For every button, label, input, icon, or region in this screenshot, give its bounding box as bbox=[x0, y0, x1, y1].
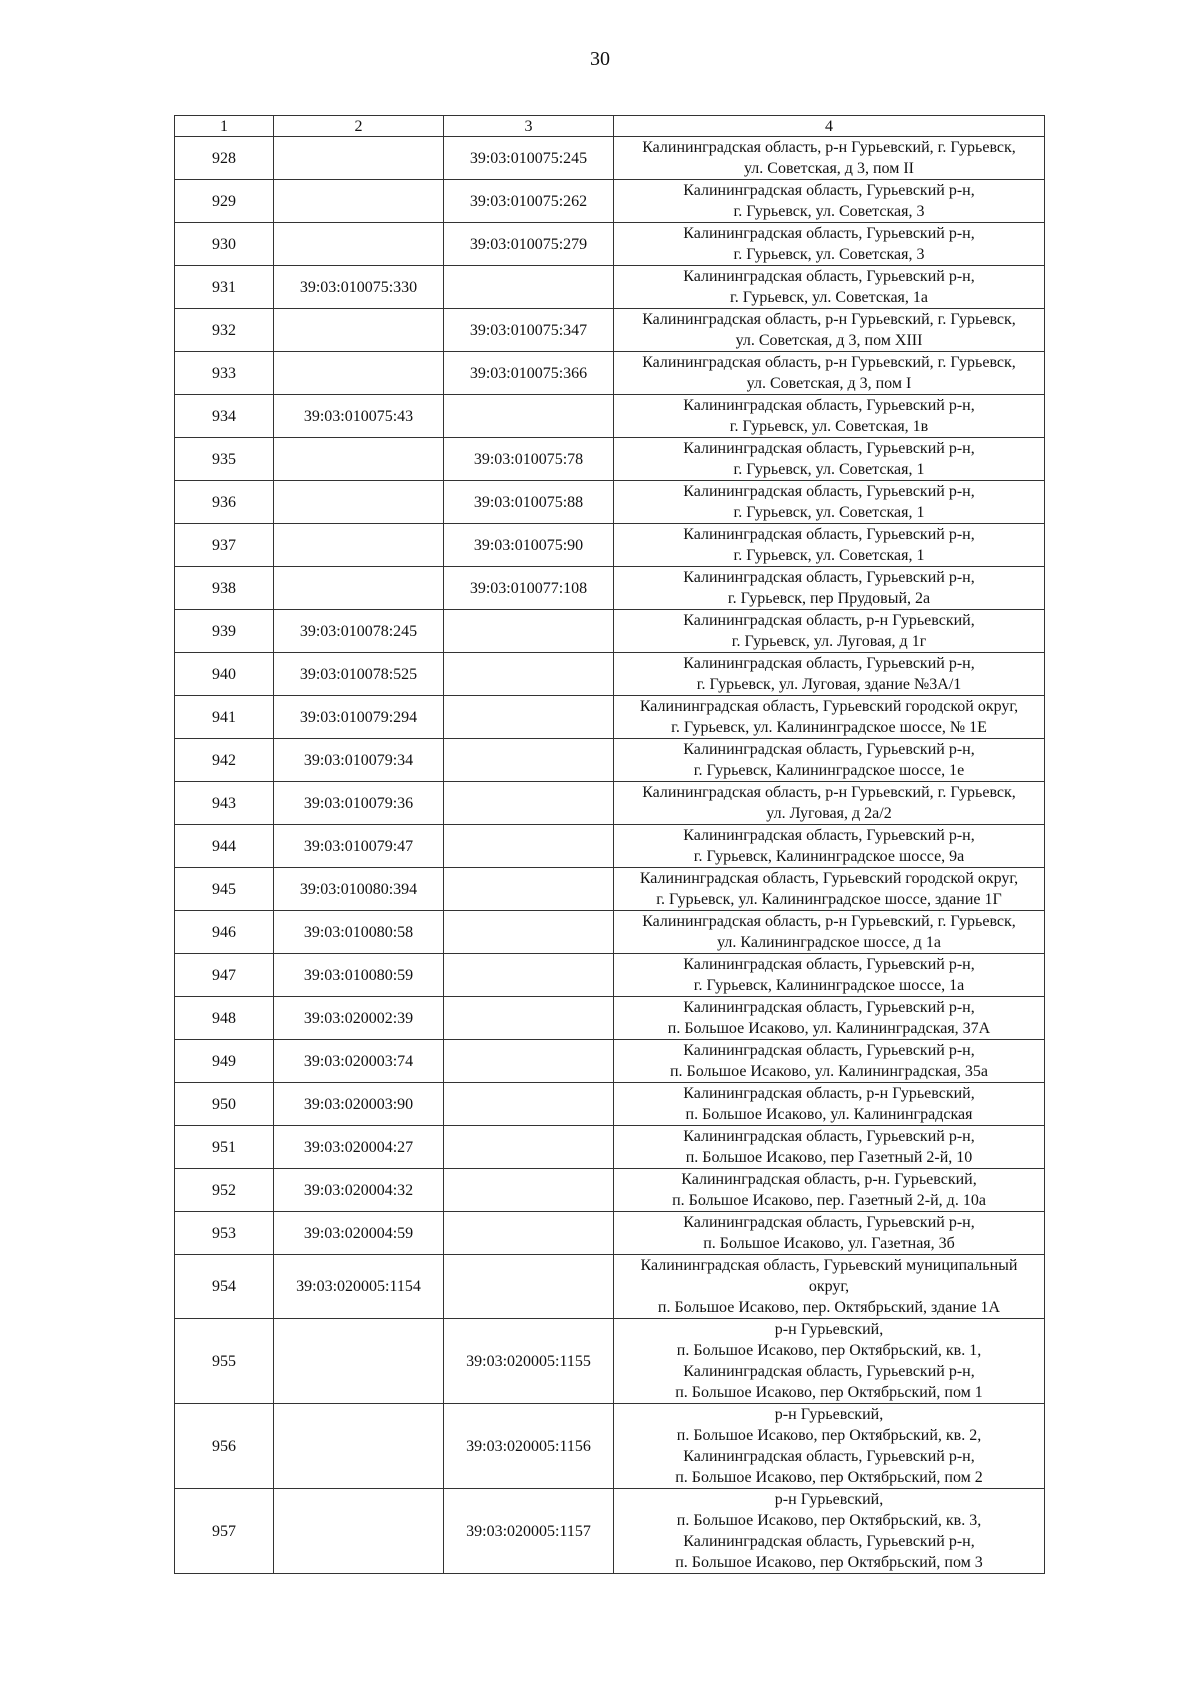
address-cell: Калининградская область, Гурьевский р-н, г. Гурьевск, ул. Советская, 3 bbox=[614, 223, 1045, 266]
cadastral-number-cell bbox=[274, 1319, 444, 1404]
cadastral-number-cell bbox=[444, 739, 614, 782]
cadastral-number-cell bbox=[444, 266, 614, 309]
registry-table bbox=[174, 115, 1045, 1574]
table-body bbox=[175, 116, 1045, 1574]
table-row bbox=[175, 266, 1045, 309]
address-cell: Калининградская область, Гурьевский р-н, г. Гурьевск, пер Прудовый, 2а bbox=[614, 567, 1045, 610]
table-row bbox=[175, 1169, 1045, 1212]
address-cell: Калининградская область, Гурьевский р-н, г. Гурьевск, ул. Советская, 1а bbox=[614, 266, 1045, 309]
row-number-cell: 934 bbox=[175, 395, 274, 438]
row-number-cell: 954 bbox=[175, 1255, 274, 1319]
table-row bbox=[175, 1083, 1045, 1126]
cadastral-number-cell: 39:03:010075:279 bbox=[444, 223, 614, 266]
row-number-cell: 956 bbox=[175, 1404, 274, 1489]
table-row bbox=[175, 180, 1045, 223]
cadastral-number-cell: 39:03:010080:394 bbox=[274, 868, 444, 911]
cadastral-number-cell bbox=[444, 782, 614, 825]
cadastral-number-cell bbox=[274, 481, 444, 524]
cadastral-number-cell bbox=[274, 352, 444, 395]
cadastral-number-cell: 39:03:010075:78 bbox=[444, 438, 614, 481]
table-row bbox=[175, 481, 1045, 524]
table-row bbox=[175, 438, 1045, 481]
cadastral-number-cell bbox=[444, 911, 614, 954]
table-row bbox=[175, 1126, 1045, 1169]
cadastral-number-cell: 39:03:010080:59 bbox=[274, 954, 444, 997]
address-cell: Калининградская область, Гурьевский городской округ, г. Гурьевск, ул. Калининградское шоссе, № 1Е bbox=[614, 696, 1045, 739]
cadastral-number-cell: 39:03:010075:366 bbox=[444, 352, 614, 395]
address-cell: Калининградская область, р-н Гурьевский, г. Гурьевск, ул. Луговая, д 1г bbox=[614, 610, 1045, 653]
address-cell: Калининградская область, р-н Гурьевский, г. Гурьевск, ул. Луговая, д 2а/2 bbox=[614, 782, 1045, 825]
cadastral-number-cell bbox=[274, 137, 444, 180]
address-cell: р-н Гурьевский, п. Большое Исаково, пер Октябрьский, кв. 2, Калининградская область, Гурьевский р-н, п. Большое Исаково, пер Октябрьский, пом 2 bbox=[614, 1404, 1045, 1489]
table-row bbox=[175, 137, 1045, 180]
row-number-cell: 944 bbox=[175, 825, 274, 868]
row-number-cell: 939 bbox=[175, 610, 274, 653]
table-row bbox=[175, 352, 1045, 395]
row-number-cell: 949 bbox=[175, 1040, 274, 1083]
row-number-cell: 928 bbox=[175, 137, 274, 180]
cadastral-number-cell: 39:03:010079:36 bbox=[274, 782, 444, 825]
cadastral-number-cell bbox=[444, 1126, 614, 1169]
address-cell: р-н Гурьевский, п. Большое Исаково, пер Октябрьский, кв. 1, Калининградская область, Гурьевский р-н, п. Большое Исаково, пер Октябрьский, пом 1 bbox=[614, 1319, 1045, 1404]
table-row bbox=[175, 524, 1045, 567]
address-cell: Калининградская область, Гурьевский р-н, г. Гурьевск, ул. Советская, 3 bbox=[614, 180, 1045, 223]
address-cell: Калининградская область, Гурьевский р-н, г. Гурьевск, ул. Луговая, здание №3А/1 bbox=[614, 653, 1045, 696]
row-number-cell: 946 bbox=[175, 911, 274, 954]
address-cell: Калининградская область, Гурьевский р-н, г. Гурьевск, ул. Советская, 1 bbox=[614, 481, 1045, 524]
address-cell: Калининградская область, Гурьевский р-н, г. Гурьевск, ул. Советская, 1 bbox=[614, 438, 1045, 481]
cadastral-number-cell: 39:03:010075:330 bbox=[274, 266, 444, 309]
table-row bbox=[175, 1404, 1045, 1489]
address-cell: Калининградская область, р-н Гурьевский, п. Большое Исаково, ул. Калининградская bbox=[614, 1083, 1045, 1126]
address-cell: Калининградская область, Гурьевский р-н, п. Большое Исаково, пер Газетный 2-й, 10 bbox=[614, 1126, 1045, 1169]
cadastral-number-cell bbox=[444, 696, 614, 739]
cadastral-number-cell: 39:03:020005:1155 bbox=[444, 1319, 614, 1404]
row-number-cell: 957 bbox=[175, 1489, 274, 1574]
cadastral-number-cell: 39:03:020003:90 bbox=[274, 1083, 444, 1126]
cadastral-number-cell bbox=[274, 1489, 444, 1574]
cadastral-number-cell: 39:03:010079:47 bbox=[274, 825, 444, 868]
address-cell: Калининградская область, Гурьевский р-н, г. Гурьевск, ул. Советская, 1 bbox=[614, 524, 1045, 567]
table-row bbox=[175, 1255, 1045, 1319]
table-row bbox=[175, 1319, 1045, 1404]
cadastral-number-cell: 39:03:020004:59 bbox=[274, 1212, 444, 1255]
cadastral-number-cell bbox=[444, 1212, 614, 1255]
cadastral-number-cell: 39:03:020005:1154 bbox=[274, 1255, 444, 1319]
row-number-cell: 937 bbox=[175, 524, 274, 567]
cadastral-number-cell: 39:03:010077:108 bbox=[444, 567, 614, 610]
cadastral-number-cell bbox=[444, 610, 614, 653]
address-cell: р-н Гурьевский, п. Большое Исаково, пер Октябрьский, кв. 3, Калининградская область, Гурьевский р-н, п. Большое Исаково, пер Октябрьский, пом 3 bbox=[614, 1489, 1045, 1574]
table-row bbox=[175, 1212, 1045, 1255]
table-row bbox=[175, 954, 1045, 997]
table-row bbox=[175, 223, 1045, 266]
row-number-cell: 943 bbox=[175, 782, 274, 825]
table-row bbox=[175, 395, 1045, 438]
cadastral-number-cell bbox=[274, 223, 444, 266]
cadastral-number-cell bbox=[274, 567, 444, 610]
address-cell: Калининградская область, р-н. Гурьевский, п. Большое Исаково, пер. Газетный 2-й, д. 10а bbox=[614, 1169, 1045, 1212]
cadastral-number-cell: 39:03:020003:74 bbox=[274, 1040, 444, 1083]
address-cell: Калининградская область, р-н Гурьевский, г. Гурьевск, ул. Советская, д 3, пом II bbox=[614, 137, 1045, 180]
table-row bbox=[175, 782, 1045, 825]
row-number-cell: 953 bbox=[175, 1212, 274, 1255]
cadastral-number-cell: 39:03:020005:1157 bbox=[444, 1489, 614, 1574]
cadastral-number-cell: 39:03:010075:245 bbox=[444, 137, 614, 180]
row-number-cell: 936 bbox=[175, 481, 274, 524]
cadastral-number-cell: 39:03:020005:1156 bbox=[444, 1404, 614, 1489]
table-row bbox=[175, 653, 1045, 696]
table-row bbox=[175, 696, 1045, 739]
cadastral-number-cell bbox=[274, 180, 444, 223]
row-number-cell: 948 bbox=[175, 997, 274, 1040]
column-header-2: 2 bbox=[274, 116, 444, 137]
cadastral-number-cell bbox=[274, 309, 444, 352]
address-cell: Калининградская область, Гурьевский р-н, г. Гурьевск, Калининградское шоссе, 9а bbox=[614, 825, 1045, 868]
address-cell: Калининградская область, Гурьевский р-н, г. Гурьевск, ул. Советская, 1в bbox=[614, 395, 1045, 438]
address-cell: Калининградская область, р-н Гурьевский, г. Гурьевск, ул. Калининградское шоссе, д 1а bbox=[614, 911, 1045, 954]
cadastral-number-cell bbox=[444, 997, 614, 1040]
row-number-cell: 940 bbox=[175, 653, 274, 696]
column-header-3: 3 bbox=[444, 116, 614, 137]
cadastral-number-cell: 39:03:010075:262 bbox=[444, 180, 614, 223]
cadastral-number-cell bbox=[444, 1083, 614, 1126]
cadastral-number-cell bbox=[444, 653, 614, 696]
row-number-cell: 942 bbox=[175, 739, 274, 782]
table-row bbox=[175, 1040, 1045, 1083]
column-header-1: 1 bbox=[175, 116, 274, 137]
cadastral-number-cell: 39:03:010079:34 bbox=[274, 739, 444, 782]
table-row bbox=[175, 1489, 1045, 1574]
row-number-cell: 930 bbox=[175, 223, 274, 266]
cadastral-number-cell: 39:03:010075:88 bbox=[444, 481, 614, 524]
table-row bbox=[175, 825, 1045, 868]
cadastral-number-cell: 39:03:020002:39 bbox=[274, 997, 444, 1040]
address-cell: Калининградская область, Гурьевский р-н, п. Большое Исаково, ул. Калининградская, 35а bbox=[614, 1040, 1045, 1083]
row-number-cell: 945 bbox=[175, 868, 274, 911]
cadastral-number-cell bbox=[444, 395, 614, 438]
cadastral-number-cell bbox=[444, 1040, 614, 1083]
table-header-row bbox=[175, 116, 1045, 137]
table-row bbox=[175, 610, 1045, 653]
address-cell: Калининградская область, Гурьевский р-н, г. Гурьевск, Калининградское шоссе, 1е bbox=[614, 739, 1045, 782]
address-cell: Калининградская область, р-н Гурьевский, г. Гурьевск, ул. Советская, д 3, пом XIII bbox=[614, 309, 1045, 352]
table-row bbox=[175, 868, 1045, 911]
address-cell: Калининградская область, Гурьевский р-н, г. Гурьевск, Калининградское шоссе, 1а bbox=[614, 954, 1045, 997]
row-number-cell: 933 bbox=[175, 352, 274, 395]
cadastral-number-cell: 39:03:020004:32 bbox=[274, 1169, 444, 1212]
row-number-cell: 947 bbox=[175, 954, 274, 997]
row-number-cell: 932 bbox=[175, 309, 274, 352]
row-number-cell: 951 bbox=[175, 1126, 274, 1169]
row-number-cell: 935 bbox=[175, 438, 274, 481]
cadastral-number-cell bbox=[274, 1404, 444, 1489]
table-row bbox=[175, 309, 1045, 352]
page-number: 30 bbox=[590, 48, 610, 70]
table-row bbox=[175, 739, 1045, 782]
cadastral-number-cell: 39:03:010078:245 bbox=[274, 610, 444, 653]
cadastral-number-cell: 39:03:010075:43 bbox=[274, 395, 444, 438]
column-header-4: 4 bbox=[614, 116, 1045, 137]
cadastral-number-cell: 39:03:010075:347 bbox=[444, 309, 614, 352]
table-row bbox=[175, 997, 1045, 1040]
cadastral-number-cell bbox=[444, 954, 614, 997]
address-cell: Калининградская область, Гурьевский р-н, п. Большое Исаково, ул. Калининградская, 37А bbox=[614, 997, 1045, 1040]
row-number-cell: 938 bbox=[175, 567, 274, 610]
cadastral-number-cell: 39:03:010075:90 bbox=[444, 524, 614, 567]
cadastral-number-cell bbox=[274, 438, 444, 481]
row-number-cell: 931 bbox=[175, 266, 274, 309]
cadastral-number-cell: 39:03:010080:58 bbox=[274, 911, 444, 954]
cadastral-number-cell bbox=[444, 1255, 614, 1319]
cadastral-number-cell: 39:03:020004:27 bbox=[274, 1126, 444, 1169]
address-cell: Калининградская область, р-н Гурьевский, г. Гурьевск, ул. Советская, д 3, пом I bbox=[614, 352, 1045, 395]
row-number-cell: 952 bbox=[175, 1169, 274, 1212]
cadastral-number-cell: 39:03:010079:294 bbox=[274, 696, 444, 739]
cadastral-number-cell bbox=[274, 524, 444, 567]
table-row bbox=[175, 911, 1045, 954]
address-cell: Калининградская область, Гурьевский муниципальный округ, п. Большое Исаково, пер. Октябрьский, здание 1А bbox=[614, 1255, 1045, 1319]
cadastral-number-cell bbox=[444, 1169, 614, 1212]
cadastral-number-cell bbox=[444, 868, 614, 911]
address-cell: Калининградская область, Гурьевский р-н, п. Большое Исаково, ул. Газетная, 3б bbox=[614, 1212, 1045, 1255]
row-number-cell: 941 bbox=[175, 696, 274, 739]
row-number-cell: 950 bbox=[175, 1083, 274, 1126]
row-number-cell: 929 bbox=[175, 180, 274, 223]
address-cell: Калининградская область, Гурьевский городской округ, г. Гурьевск, ул. Калининградское шоссе, здание 1Г bbox=[614, 868, 1045, 911]
table-row bbox=[175, 567, 1045, 610]
row-number-cell: 955 bbox=[175, 1319, 274, 1404]
cadastral-number-cell: 39:03:010078:525 bbox=[274, 653, 444, 696]
cadastral-number-cell bbox=[444, 825, 614, 868]
